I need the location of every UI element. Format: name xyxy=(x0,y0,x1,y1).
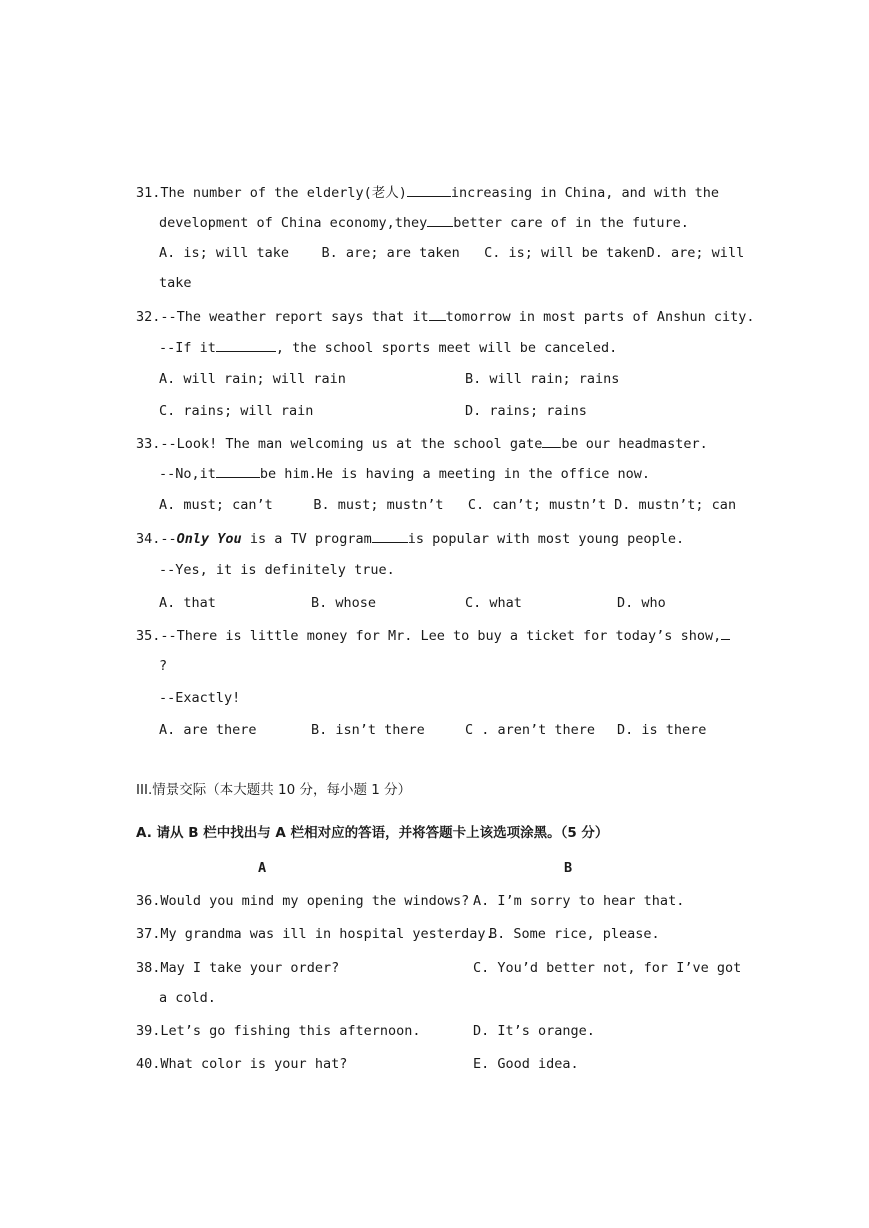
match-question-36 xyxy=(136,892,469,910)
answer-blank xyxy=(372,529,408,543)
question-text: better care of in the future. xyxy=(453,215,689,231)
match-answer-a: A. I’m sorry to hear that. xyxy=(473,893,685,909)
question-number: 39. xyxy=(136,1023,161,1039)
column-a-header: A xyxy=(258,860,267,876)
question-text: -- xyxy=(160,531,177,547)
answer-blank xyxy=(429,307,446,321)
question-number: 32. xyxy=(136,309,161,325)
option-34-c: C. what xyxy=(465,595,522,611)
question-32 xyxy=(136,307,754,326)
match-question-37 xyxy=(136,925,494,943)
match-question-40 xyxy=(136,1055,347,1073)
match-question-38 xyxy=(136,959,339,977)
match-answer-d: D. It’s orange. xyxy=(473,1023,595,1039)
question-32-line2 xyxy=(159,338,617,357)
question-text: My grandma was ill in hospital yesterday. xyxy=(160,926,494,942)
question-number: 31. xyxy=(136,185,161,201)
option-35-c: C . aren’t there xyxy=(465,722,596,738)
question-number: 37. xyxy=(136,926,161,942)
question-number: 40. xyxy=(136,1056,161,1072)
answer-blank xyxy=(407,183,451,197)
question-33 xyxy=(136,434,708,453)
program-title: Only You xyxy=(176,531,242,547)
options-31: A. is; will take B. are; are taken C. is; will be takenD. are; will xyxy=(159,245,745,261)
answer-blank xyxy=(216,464,260,478)
question-text: --The weather report says that it xyxy=(160,309,429,325)
part-a-instruction: A. 请从 B 栏中找出与 A 栏相对应的答语，并将答题卡上该选项涂黑。（5 分） xyxy=(136,825,609,841)
options-31-wrap: take xyxy=(159,275,192,291)
question-text: What color is your hat? xyxy=(160,1056,348,1072)
answer-blank xyxy=(427,213,453,227)
question-33-line2 xyxy=(159,464,650,483)
question-text: --There is little money for Mr. Lee to buy a ticket for today’s show, xyxy=(160,628,722,644)
option-35-a: A. are there xyxy=(159,722,257,738)
option-35-d: D. is there xyxy=(617,722,707,738)
question-text: increasing in China, and with the xyxy=(450,185,720,201)
question-number: 34. xyxy=(136,531,161,547)
option-32-a: A. will rain; will rain xyxy=(159,371,346,387)
answer-blank xyxy=(721,626,730,640)
question-31 xyxy=(136,183,719,202)
option-32-b: B. will rain; rains xyxy=(465,371,620,387)
option-32-d: D. rains; rains xyxy=(465,403,587,419)
question-35 xyxy=(136,626,730,645)
answer-blank xyxy=(216,338,276,352)
option-34-a: A. that xyxy=(159,595,216,611)
question-text: , the school sports meet will be canceled. xyxy=(275,340,618,356)
match-answer-c: C. You’d better not, for I’ve got xyxy=(473,960,742,976)
option-32-c: C. rains; will rain xyxy=(159,403,314,419)
question-text: be him.He is having a meeting in the office now. xyxy=(259,466,651,482)
question-number: 33. xyxy=(136,436,161,452)
question-text: Let’s go fishing this afternoon. xyxy=(160,1023,421,1039)
question-number: 35. xyxy=(136,628,161,644)
question-text: Would you mind my opening the windows? xyxy=(160,893,470,909)
options-33: A. must; can’t B. must; mustn’t C. can’t; mustn’t D. mustn’t; can xyxy=(159,497,737,513)
question-text: is a TV program xyxy=(241,531,372,547)
question-text: --No,it xyxy=(159,466,216,482)
match-answer-e: E. Good idea. xyxy=(473,1056,579,1072)
question-31-line2 xyxy=(159,213,689,232)
question-text: May I take your order? xyxy=(160,960,340,976)
question-text: be our headmaster. xyxy=(561,436,708,452)
question-34-line2: --Yes, it is definitely true. xyxy=(159,562,395,578)
match-answer-c-wrap: a cold. xyxy=(159,990,216,1006)
option-34-d: D. who xyxy=(617,595,666,611)
question-text: --If it xyxy=(159,340,216,356)
question-35-line3: --Exactly! xyxy=(159,690,241,706)
question-text: --Look! The man welcoming us at the school gate xyxy=(160,436,543,452)
question-text: is popular with most young people. xyxy=(407,531,685,547)
question-35-line2: ? xyxy=(159,658,168,674)
match-answer-b: B. Some rice, please. xyxy=(489,926,660,942)
option-34-b: B. whose xyxy=(311,595,377,611)
question-number: 36. xyxy=(136,893,161,909)
section-title: III.情景交际（本大题共 10 分，每小题 1 分） xyxy=(136,782,412,798)
question-text: development of China economy,they xyxy=(159,215,428,231)
question-number: 38. xyxy=(136,960,161,976)
answer-blank xyxy=(542,434,561,448)
question-text: The number of the elderly(老人) xyxy=(160,185,407,201)
question-34 xyxy=(136,529,684,548)
match-question-39 xyxy=(136,1022,420,1040)
column-b-header: B xyxy=(564,860,573,876)
question-text: tomorrow in most parts of Anshun city. xyxy=(445,309,755,325)
option-35-b: B. isn’t there xyxy=(311,722,425,738)
